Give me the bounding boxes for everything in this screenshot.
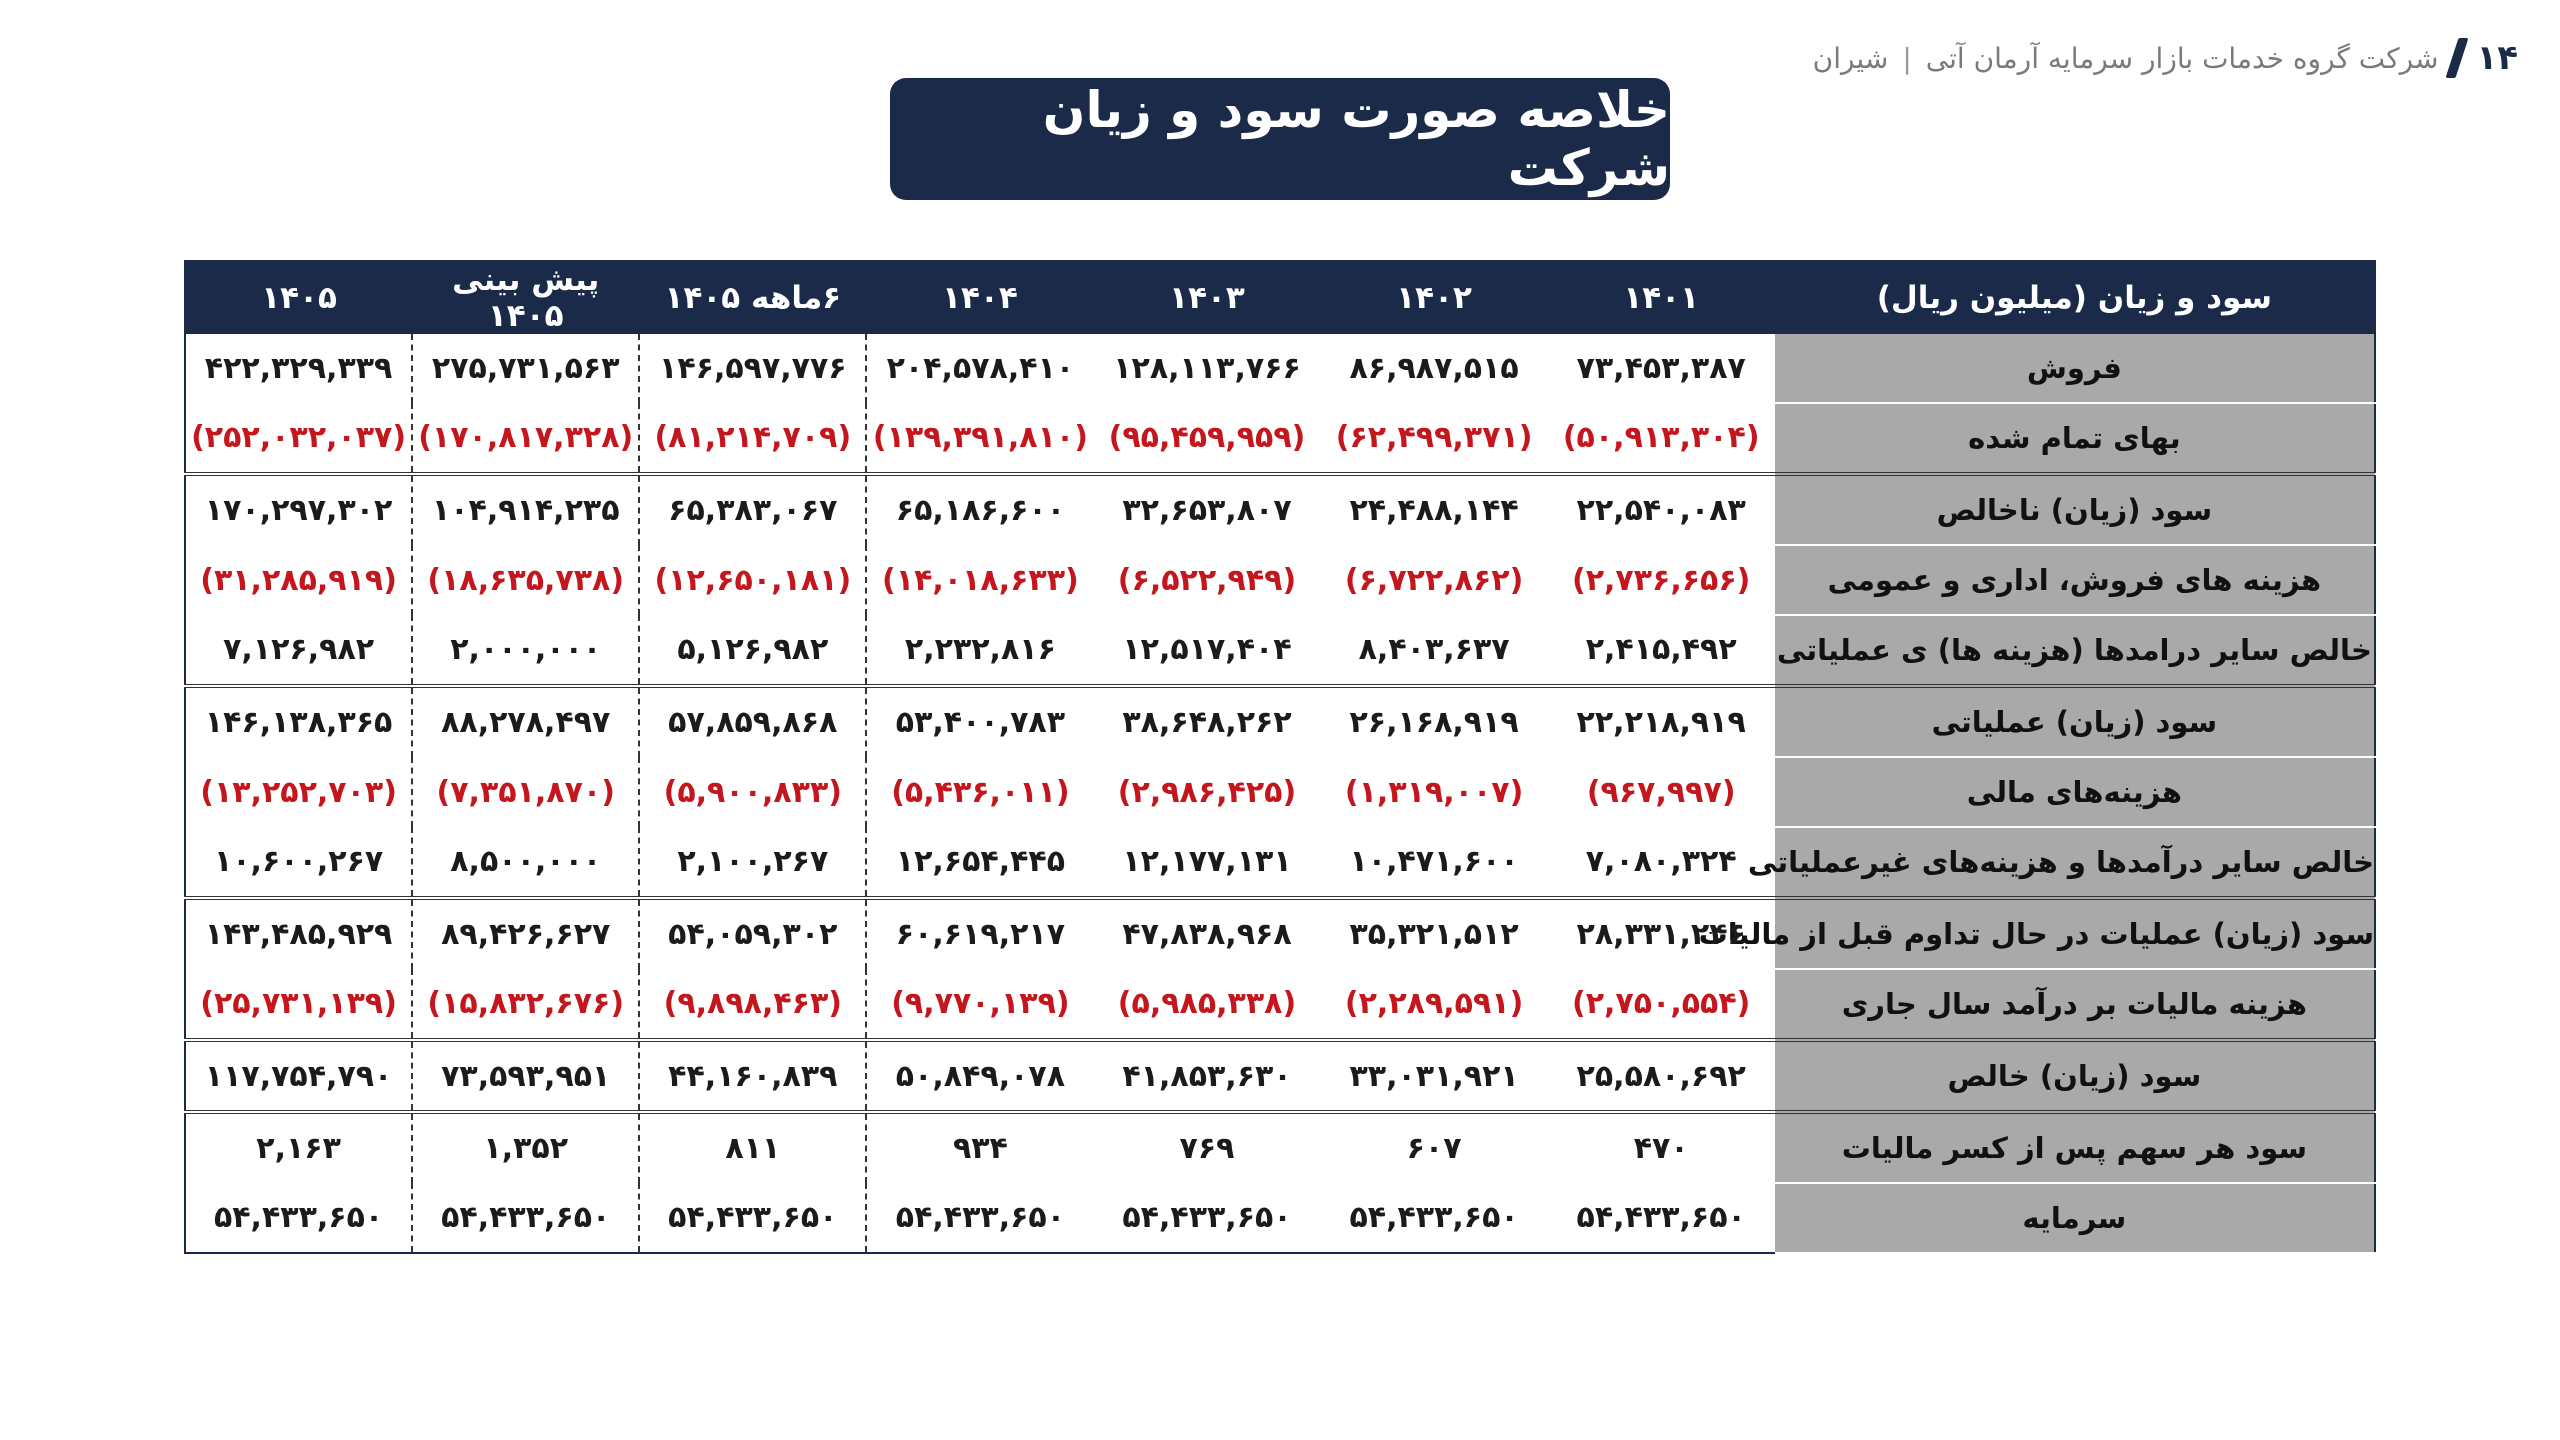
- row-label: هزینه‌های مالی: [1775, 757, 2375, 827]
- table-row: [185, 1040, 2375, 1112]
- table-cell: ۷۳,۵۹۳,۹۵۱: [412, 1040, 639, 1112]
- page-number: ۱۴: [2476, 38, 2518, 78]
- table-cell: ۸۱۱: [639, 1112, 866, 1183]
- column-header-forecast-1405: پیش بینی ۱۴۰۵: [412, 261, 639, 334]
- table-cell: ۸۶,۹۸۷,۵۱۵: [1349, 351, 1519, 386]
- table-row: [185, 615, 2375, 686]
- table-cell: ۵۴,۴۳۳,۶۵۰: [866, 1183, 1093, 1253]
- table-cell: (۱۷۰,۸۱۷,۳۲۸): [412, 403, 639, 474]
- table-cell: ۵۴,۴۳۳,۶۵۰: [412, 1183, 639, 1253]
- table-cell: ۶۵,۱۸۶,۶۰۰: [866, 474, 1093, 545]
- table-cell: ۲۷۵,۷۳۱,۵۶۳: [412, 334, 639, 403]
- table-cell: ۵۴,۰۵۹,۳۰۲: [639, 898, 866, 969]
- table-cell: (۱,۳۱۹,۰۰۷): [1344, 774, 1524, 810]
- table-cell: ۲۸,۳۳۱,۲۴۶: [1548, 898, 1775, 969]
- table-cell: ۲,۰۰۰,۰۰۰: [412, 615, 639, 686]
- table-cell: ۷,۰۸۰,۳۲۴: [1585, 844, 1737, 879]
- table-cell: (۱۲,۶۵۰,۱۸۱): [639, 545, 866, 615]
- table-header-row: [185, 261, 2375, 334]
- table-cell: ۱۴۳,۴۸۵,۹۲۹: [185, 898, 412, 969]
- table-cell: ۵۴,۴۳۳,۶۵۰: [1576, 1200, 1746, 1235]
- table-cell: (۹۶۷,۹۹۷): [1586, 774, 1736, 810]
- table-cell: (۲,۹۸۶,۴۲۵): [1117, 774, 1297, 810]
- table-cell: ۷۶۹: [1093, 1112, 1320, 1183]
- table-row: [185, 545, 2375, 615]
- table-cell: ۸,۴۰۳,۶۳۷: [1358, 632, 1510, 667]
- row-label: خالص سایر درآمدها و هزینه‌های غیرعملیاتی: [1775, 827, 2375, 898]
- table-cell: (۲,۲۸۹,۵۹۱): [1344, 986, 1524, 1021]
- income-statement-table: [184, 260, 2376, 1254]
- table-cell: ۱۲,۱۷۷,۱۳۱: [1122, 844, 1292, 879]
- column-header-label: سود و زیان (میلیون ریال): [1775, 261, 2375, 334]
- company-name: شرکت گروه خدمات بازار سرمایه آرمان آتی: [1925, 41, 2439, 75]
- table-cell: ۲۶,۱۶۸,۹۱۹: [1321, 686, 1548, 757]
- table-cell: ۲,۴۱۵,۴۹۲: [1585, 632, 1737, 667]
- ticker-name: شیران: [1812, 41, 1889, 75]
- table-cell: ۳۳,۰۳۱,۹۲۱: [1321, 1040, 1548, 1112]
- table-cell: ۲۵,۵۸۰,۶۹۲: [1548, 1040, 1775, 1112]
- table-cell: ۲۲,۲۱۸,۹۱۹: [1548, 686, 1775, 757]
- table-row: [185, 686, 2375, 757]
- table-cell: ۸۹,۴۲۶,۶۲۷: [412, 898, 639, 969]
- table-cell: ۵۴,۴۳۳,۶۵۰: [1349, 1200, 1519, 1235]
- slash-icon: [2446, 38, 2469, 78]
- table-cell: ۶۰,۶۱۹,۲۱۷: [866, 898, 1093, 969]
- table-cell: ۱۷۰,۲۹۷,۳۰۲: [185, 474, 412, 545]
- table-row: [185, 1112, 2375, 1183]
- table-cell: ۱۲۸,۱۱۳,۷۶۶: [1113, 351, 1301, 386]
- table-cell: ۱۲,۶۵۴,۴۴۵: [866, 827, 1093, 898]
- table-cell: (۶۲,۴۹۹,۳۷۱): [1335, 420, 1533, 455]
- row-label: سود (زیان) خالص: [1775, 1040, 2375, 1112]
- table-cell: (۸۱,۲۱۴,۷۰۹): [639, 403, 866, 474]
- table-cell: ۳۵,۳۲۱,۵۱۲: [1321, 898, 1548, 969]
- column-header-6month-1405: ۶ماهه ۱۴۰۵: [639, 261, 866, 334]
- table-cell: (۵۰,۹۱۳,۳۰۴): [1562, 420, 1760, 455]
- table-cell: (۱۳۹,۳۹۱,۸۱۰): [866, 403, 1093, 474]
- table-cell: (۱۸,۶۳۵,۷۳۸): [412, 545, 639, 615]
- column-header-1405: ۱۴۰۵: [185, 261, 412, 334]
- table-cell: (۳۱,۲۸۵,۹۱۹): [200, 562, 397, 598]
- row-label: سود (زیان) ناخالص: [1775, 474, 2375, 545]
- table-cell: ۱۱۷,۷۵۴,۷۹۰: [185, 1040, 412, 1112]
- page-title: خلاصه صورت سود و زیان شرکت: [1042, 81, 1670, 197]
- table-cell: ۵,۱۲۶,۹۸۲: [639, 615, 866, 686]
- table-cell: ۵۴,۴۳۳,۶۵۰: [213, 1200, 384, 1235]
- row-label: خالص سایر درامدها (هزینه ها) ی عملیاتی: [1775, 615, 2375, 686]
- table-row: [185, 334, 2375, 403]
- table-cell: ۱۴۶,۵۹۷,۷۷۶: [639, 334, 866, 403]
- table-cell: ۱۰,۶۰۰,۲۶۷: [213, 844, 384, 879]
- table-cell: (۱۴,۰۱۸,۶۳۳): [866, 545, 1093, 615]
- table-cell: ۱۴۶,۱۳۸,۳۶۵: [185, 686, 412, 757]
- row-label: سود (زیان) عملیاتی: [1775, 686, 2375, 757]
- table-cell: (۱۳,۲۵۲,۷۰۳): [200, 774, 397, 810]
- table-cell: (۶,۷۲۲,۸۶۲): [1344, 562, 1524, 598]
- table-cell: ۳۲,۶۵۳,۸۰۷: [1093, 474, 1320, 545]
- table-cell: ۶۰۷: [1321, 1112, 1548, 1183]
- column-header-1403: ۱۴۰۳: [1093, 261, 1320, 334]
- table-cell: ۲,۲۳۲,۸۱۶: [866, 615, 1093, 686]
- table-cell: (۵,۹۸۵,۳۳۸): [1117, 986, 1297, 1021]
- table-row: [185, 1183, 2375, 1253]
- table-cell: (۲,۷۵۰,۵۵۴): [1571, 986, 1751, 1021]
- table-row: [185, 827, 2375, 898]
- table-cell: (۲۵۲,۰۳۲,۰۳۷): [191, 420, 407, 455]
- column-header-1404: ۱۴۰۴: [866, 261, 1093, 334]
- table-cell: (۲,۷۳۶,۶۵۶): [1571, 562, 1751, 598]
- table-row: [185, 898, 2375, 969]
- column-header-1401: ۱۴۰۱: [1548, 261, 1775, 334]
- title-box: [890, 78, 1670, 200]
- table-cell: ۱۰,۴۷۱,۶۰۰: [1349, 844, 1519, 879]
- table-cell: ۴۲۲,۳۲۹,۳۳۹: [204, 351, 393, 386]
- table-cell: ۳۸,۶۴۸,۲۶۲: [1093, 686, 1320, 757]
- column-header-1402: ۱۴۰۲: [1321, 261, 1548, 334]
- table-row: [185, 474, 2375, 545]
- table-cell: ۱۲,۵۱۷,۴۰۴: [1122, 632, 1292, 667]
- table-cell: ۵۰,۸۴۹,۰۷۸: [866, 1040, 1093, 1112]
- table-cell: ۱۰۴,۹۱۴,۲۳۵: [412, 474, 639, 545]
- table-cell: ۵۳,۴۰۰,۷۸۳: [866, 686, 1093, 757]
- row-label: بهای تمام شده: [1775, 403, 2375, 474]
- table-cell: ۸,۵۰۰,۰۰۰: [412, 827, 639, 898]
- table-cell: (۵,۹۰۰,۸۳۳): [639, 757, 866, 827]
- row-label: هزینه های فروش، اداری و عمومی: [1775, 545, 2375, 615]
- table-cell: (۱۵,۸۳۲,۶۷۶): [412, 969, 639, 1040]
- table-cell: (۲۵,۷۳۱,۱۳۹): [200, 986, 397, 1021]
- row-label: فروش: [1775, 334, 2375, 403]
- table-cell: ۴۱,۸۵۳,۶۳۰: [1093, 1040, 1320, 1112]
- table-row: [185, 403, 2375, 474]
- table-cell: ۴۴,۱۶۰,۸۳۹: [639, 1040, 866, 1112]
- table-cell: ۲,۱۶۳: [185, 1112, 412, 1183]
- table-cell: ۷,۱۲۶,۹۸۲: [223, 632, 375, 667]
- table-cell: ۴۷,۸۳۸,۹۶۸: [1093, 898, 1320, 969]
- row-label: سود هر سهم پس از کسر مالیات: [1775, 1112, 2375, 1183]
- row-label: سود (زیان) عملیات در حال تداوم قبل از مالیات: [1775, 898, 2375, 969]
- table-row: [185, 969, 2375, 1040]
- table-cell: ۲۲,۵۴۰,۰۸۳: [1548, 474, 1775, 545]
- table-cell: ۵۷,۸۵۹,۸۶۸: [639, 686, 866, 757]
- table-cell: (۹,۸۹۸,۴۶۳): [639, 969, 866, 1040]
- table-cell: (۷,۳۵۱,۸۷۰): [412, 757, 639, 827]
- table-cell: ۲,۱۰۰,۲۶۷: [639, 827, 866, 898]
- row-label: هزینه مالیات بر درآمد سال جاری: [1775, 969, 2375, 1040]
- table-cell: ۴۷۰: [1548, 1112, 1775, 1183]
- table-cell: ۹۳۴: [866, 1112, 1093, 1183]
- table-row: [185, 757, 2375, 827]
- table-cell: ۲۰۴,۵۷۸,۴۱۰: [866, 334, 1093, 403]
- table-cell: (۵,۴۳۶,۰۱۱): [866, 757, 1093, 827]
- table-cell: ۵۴,۴۳۳,۶۵۰: [1122, 1200, 1292, 1235]
- row-label: سرمایه: [1775, 1183, 2375, 1253]
- table-cell: (۹۵,۴۵۹,۹۵۹): [1108, 420, 1306, 455]
- table-cell: (۶,۵۲۲,۹۴۹): [1117, 562, 1297, 598]
- header-divider: |: [1902, 41, 1912, 75]
- page-header: [1813, 38, 2518, 78]
- table-cell: ۵۴,۴۳۳,۶۵۰: [639, 1183, 866, 1253]
- table-cell: ۷۳,۴۵۳,۳۸۷: [1576, 351, 1746, 386]
- table-cell: ۱,۳۵۲: [412, 1112, 639, 1183]
- table-cell: ۸۸,۲۷۸,۴۹۷: [412, 686, 639, 757]
- table-cell: ۶۵,۳۸۳,۰۶۷: [639, 474, 866, 545]
- table-cell: (۹,۷۷۰,۱۳۹): [866, 969, 1093, 1040]
- table-cell: ۲۴,۴۸۸,۱۴۴: [1321, 474, 1548, 545]
